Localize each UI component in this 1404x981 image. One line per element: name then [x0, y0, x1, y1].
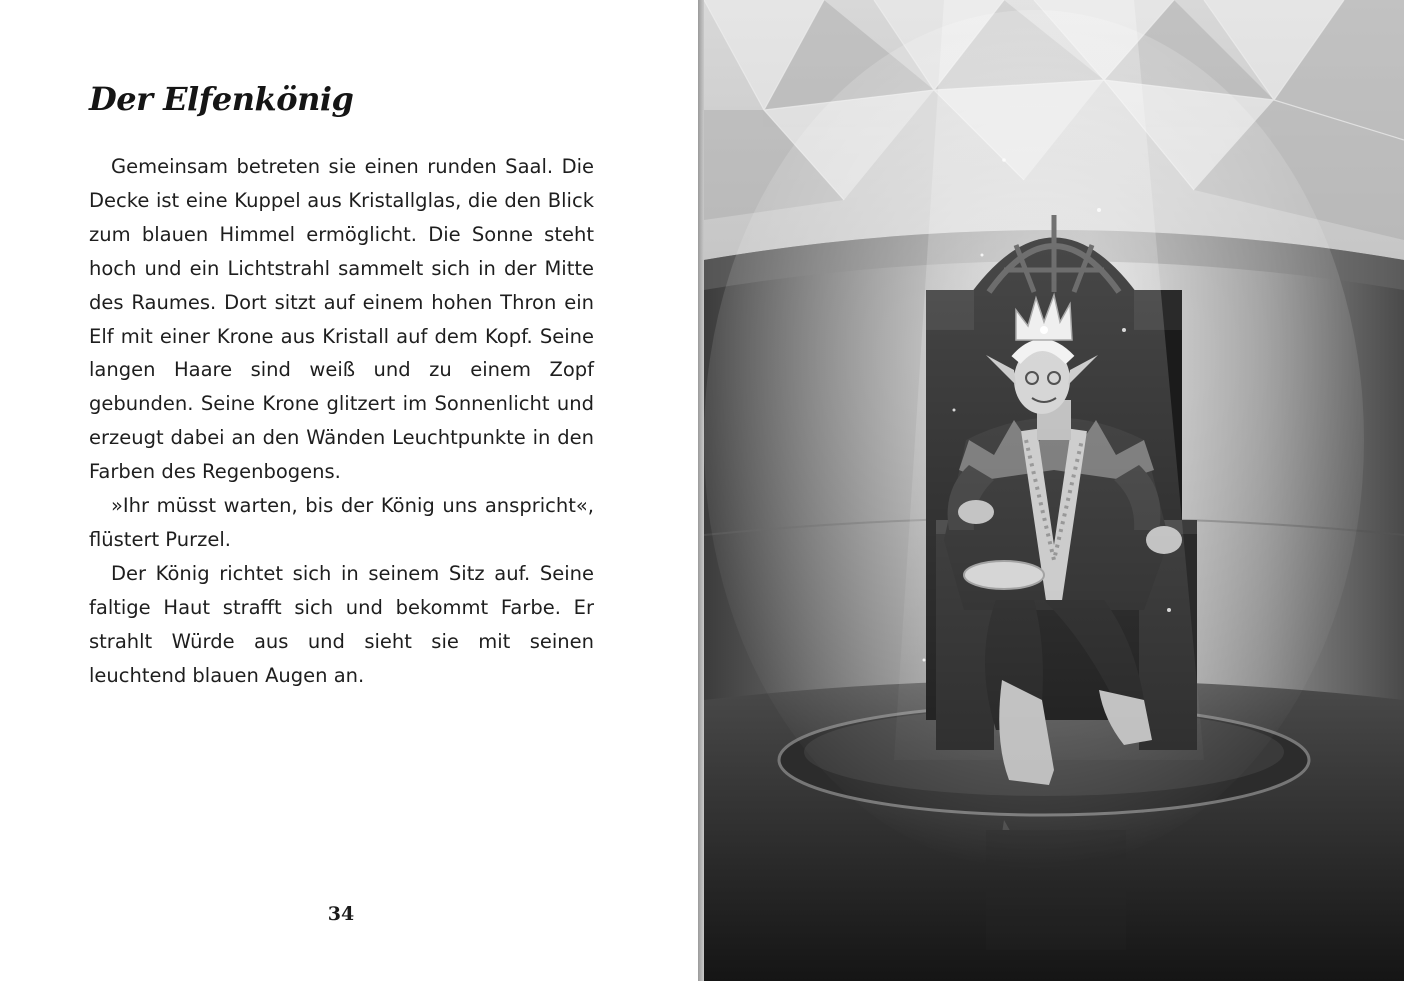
chapter-title: Der Elfenkönig	[89, 80, 354, 118]
page-number: 34	[327, 903, 355, 925]
body-text	[89, 150, 594, 693]
paragraph-3: Der König richtet sich in seinem Sitz auf. Seine faltige Haut strafft sich und bekommt Farbe. Er strahlt Würde aus und sieht sie mit seinen leuchtend blauen Augen an.	[89, 561, 594, 687]
paragraph-2: »Ihr müsst warten, bis der König uns anspricht«, flüstert Purzel.	[89, 494, 594, 551]
elf-king-on-throne-illustration	[704, 0, 1404, 981]
left-page	[0, 0, 700, 981]
paragraph-1: Gemeinsam betreten sie einen runden Saal. Die Decke ist eine Kuppel aus Kristallglas, die den Blick zum blauen Himmel ermöglicht. Die Sonne steht hoch und ein Lichtstrahl sammelt sich in der Mitte des Raumes. Dort sitzt auf einem hohen Thron ein Elf mit einer Krone aus Kristall auf dem Kopf. Seine langen Haare sind weiß und zu einem Zopf gebunden. Seine Krone glitzert im Sonnenlicht und erzeugt dabei an den Wänden Leuchtpunkte in den Farben des Regenbogens.	[89, 155, 594, 484]
right-page	[704, 0, 1404, 981]
